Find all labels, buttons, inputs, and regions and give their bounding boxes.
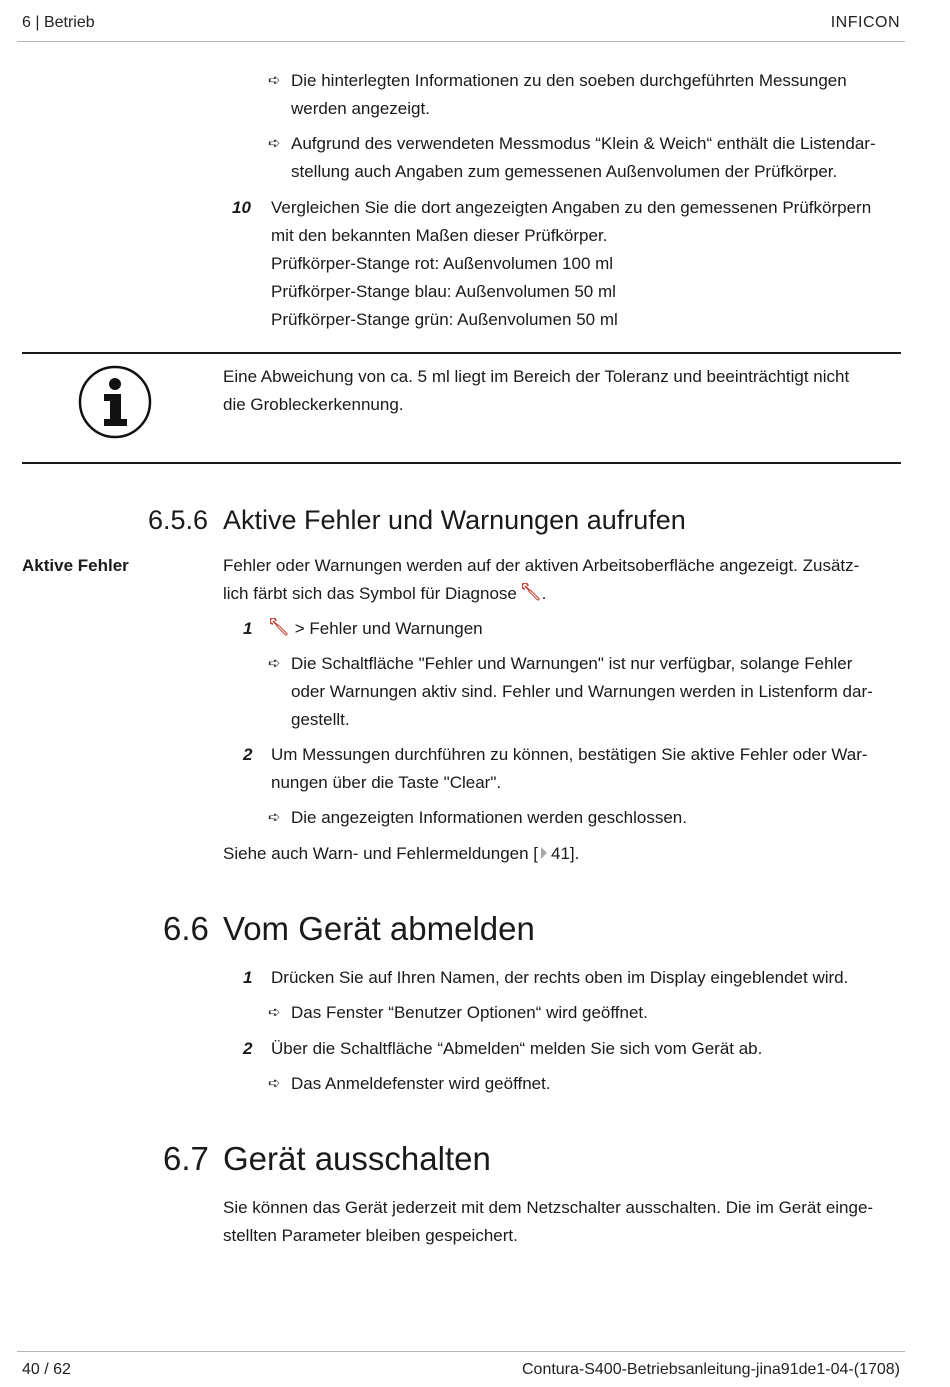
step-text: Prüfkörper-Stange blau: Außenvolumen 50 ml [271,282,616,301]
info-bottom-rule [22,462,901,464]
result-text: Die angezeigten Informationen werden geschlossen. [291,808,687,827]
see-also [223,840,579,868]
result-arrow-icon: ➪ [268,72,281,89]
step-text: Drücken Sie auf Ihren Namen, der rechts oben im Display eingeblendet wird. [271,968,849,987]
info-icon [77,364,153,440]
step-number: 2 [243,1039,253,1058]
result-text: stellung auch Angaben zum gemessenen Außenvolumen der Prüfkörper. [291,162,838,181]
step-text: nungen über die Taste "Clear". [271,773,502,792]
page-link[interactable]: 41 [551,844,570,863]
result-arrow-icon: ➪ [268,135,281,152]
section-number: 6.5.6 [148,505,209,535]
intro-text: Fehler oder Warnungen werden auf der aktiven Arbeitsoberfläche angezeigt. Zusätz- [223,556,860,575]
section-number: 6.6 [163,910,209,947]
result-text: oder Warnungen aktiv sind. Fehler und Warnungen werden in Listenform dar- [291,682,873,701]
step-number: 10 [232,198,251,217]
body-text: stellten Parameter bleiben gespeichert. [223,1226,518,1245]
header-rule [17,41,905,42]
see-also-text: Siehe auch Warn- und Fehlermeldungen [ [223,844,538,863]
footer-doc: Contura-S400-Betriebsanleitung-jina91de1-04-(1708) [521,1361,900,1378]
step-text: > Fehler und Warnungen [294,619,483,638]
step-number: 1 [243,619,253,638]
step-text: Um Messungen durchführen zu können, bestätigen Sie aktive Fehler oder War- [271,745,868,764]
step-text-line [270,615,483,643]
header-brand: INFICON [830,14,900,31]
section-title: Vom Gerät abmelden [223,910,535,947]
result-arrow-icon: ➪ [268,655,281,672]
step-text: Prüfkörper-Stange rot: Außenvolumen 100 ml [271,254,614,273]
see-also-end: ]. [569,844,580,863]
section-title: Aktive Fehler und Warnungen aufrufen [223,505,686,535]
result-text: gestellt. [291,710,350,729]
body-text: Sie können das Gerät jederzeit mit dem Netzschalter ausschalten. Die im Gerät einge- [223,1198,874,1217]
header-section: 6 | Betrieb [22,14,95,31]
footer-rule [17,1351,905,1352]
result-text: Das Fenster “Benutzer Optionen“ wird geöffnet. [291,1003,648,1022]
wrench-icon [270,618,290,638]
step-text: mit den bekannten Maßen dieser Prüfkörper. [271,226,608,245]
result-arrow-icon: ➪ [268,1004,281,1021]
result-arrow-icon: ➪ [268,809,281,826]
section-title: Gerät ausschalten [223,1140,491,1177]
section-number: 6.7 [163,1140,209,1177]
result-text: Das Anmeldefenster wird geöffnet. [291,1074,551,1093]
result-arrow-icon: ➪ [268,1075,281,1092]
result-text: Die Schaltfläche "Fehler und Warnungen" ist nur verfügbar, solange Fehler [291,654,853,673]
intro-text: lich färbt sich das Symbol für Diagnose [223,584,517,603]
result-text: Die hinterlegten Informationen zu den soeben durchgeführten Messungen [291,71,847,90]
info-top-rule [22,352,901,354]
side-label: Aktive Fehler [22,556,129,575]
footer-page: 40 / 62 [22,1361,71,1378]
step-text: Über die Schaltfläche “Abmelden“ melden Sie sich vom Gerät ab. [271,1039,763,1058]
intro-text-end: . [541,584,547,603]
step-number: 1 [243,968,253,987]
intro-text-line [223,580,546,608]
page-link-arrow-icon [541,847,547,859]
step-number: 2 [243,745,253,764]
wrench-icon [522,583,542,603]
info-text: Eine Abweichung von ca. 5 ml liegt im Bereich der Toleranz und beeinträchtigt nicht [223,367,850,386]
result-text: Aufgrund des verwendeten Messmodus “Klein & Weich“ enthält die Listendar- [291,134,876,153]
step-text: Prüfkörper-Stange grün: Außenvolumen 50 ml [271,310,618,329]
info-text: die Grobleckerkennung. [223,395,404,414]
step-text: Vergleichen Sie die dort angezeigten Angaben zu den gemessenen Prüfkörpern [271,198,872,217]
result-text: werden angezeigt. [291,99,430,118]
